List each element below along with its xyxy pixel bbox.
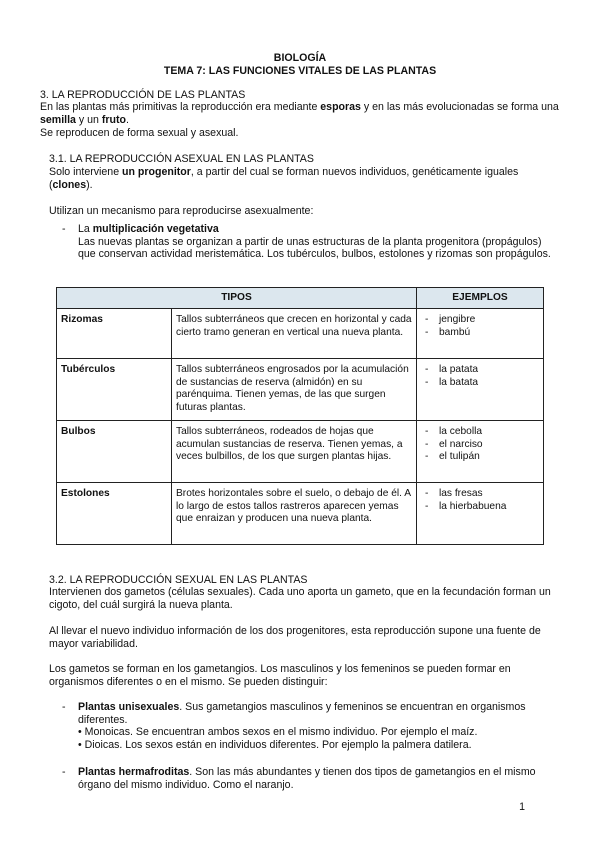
table-header-row [57,288,544,309]
example-item: - el narciso [421,439,539,451]
row-examples [417,421,544,483]
row-name: Tubérculos [57,359,172,421]
bullet-dash: - [62,701,66,713]
section-3-paragraph-2: Se reproducen de forma sexual y asexual. [40,127,239,139]
table-row [57,309,544,359]
section-3-1-paragraph-2: Utilizan un mecanismo para reproducirse asexualmente: [49,205,314,217]
row-name: Bulbos [57,421,172,483]
subject-heading: BIOLOGÍA [273,52,327,64]
row-description: Tallos subterráneos, rodeados de hojas que acumulan sustancias de reserva. Tienen yemas, a veces bulbillos, de los que surgen plantas hijas. [172,421,417,483]
bullet-unisexual: Plantas unisexuales. Sus gametangios masculinos y femeninos se encuentran en organismos diferentes. • Monoicas. Se encuentran ambos sexos en el mismo individuo. Por ejemplo el maíz. • Dioicas. Los sexos están en individuos diferentes. Por ejemplo la palmera datilera. [78,701,560,751]
bullet-vegetative-text: Las nuevas plantas se organizan a partir de unas estructuras de la planta progenitora (propágulos) que conservan actividad meristemática. Los tubérculos, bulbos, estolones y rizomas son propágulos. [78,235,551,260]
page-number: 1 [519,801,525,813]
section-3-2-paragraph-1: Intervienen dos gametos (células sexuales). Cada uno aporta un gameto, que en la fecundación forman un cigoto, del cuál surgirá la nueva planta. [49,586,551,611]
bullet-hermaphrodite: Plantas hermafroditas. Son las más abundantes y tienen dos tipos de gametangios en el mismo órgano del mismo individuo. Como el naranjo. [78,766,536,791]
header-ejemplos: EJEMPLOS [417,288,544,309]
example-item: - la cebolla [421,426,539,438]
section-3-2-paragraph-3: Los gametos se forman en los gametangios. Los masculinos y los femeninos se pueden formar en organismos diferentes o en el mismo. Se pueden distinguir: [49,663,511,688]
row-description: Tallos subterráneos que crecen en horizontal y cada cierto tramo generan en vertical una nueva planta. [172,309,417,359]
example-item: - la patata [421,364,539,376]
section-3-1-paragraph: Solo interviene un progenitor, a partir del cual se forman nuevos individuos, genéticamente iguales (clones). [49,166,519,191]
table-row [57,421,544,483]
example-item: - la batata [421,377,539,389]
row-examples [417,359,544,421]
topic-heading: TEMA 7: LAS FUNCIONES VITALES DE LAS PLANTAS [163,65,437,77]
propagules-table [56,287,544,545]
section-3-2-paragraph-2: Al llevar el nuevo individuo información de los dos progenitores, esta reproducción supone una fuente de mayor variabilidad. [49,625,541,650]
table-row [57,359,544,421]
example-item: - jengibre [421,314,539,326]
example-item: - la hierbabuena [421,501,539,513]
bullet-vegetative: La multiplicación vegetativa Las nuevas plantas se organizan a partir de unas estructuras de la planta progenitora (propágulos) que conservan actividad meristemática. Los tubérculos, bulbos, estolones y rizomas son propágulos. [78,223,560,261]
monoicas-line: • Monoicas. Se encuentran ambos sexos en el mismo individuo. Por ejemplo el maíz. [78,726,478,738]
bullet-dash: - [62,223,66,235]
row-name: Estolones [57,483,172,545]
section-3-paragraph: En las plantas más primitivas la reproducción era mediante esporas y en las más evolucionadas se forma una semilla y un fruto. [40,101,559,126]
row-name: Rizomas [57,309,172,359]
row-description: Tallos subterráneos engrosados por la acumulación de sustancias de reserva (almidón) en su parénquima. Tienen yemas, de las que surgen futuras plantas. [172,359,417,421]
dioicas-line: • Dioicas. Los sexos están en individuos diferentes. Por ejemplo la palmera datilera. [78,738,472,751]
example-item: - bambú [421,327,539,339]
table-row [57,483,544,545]
header-tipos: TIPOS [57,288,417,309]
example-item: - las fresas [421,488,539,500]
section-3-title: 3. LA REPRODUCCIÓN DE LAS PLANTAS [40,89,246,101]
section-3-2-title: 3.2. LA REPRODUCCIÓN SEXUAL EN LAS PLANTAS [49,574,308,586]
row-examples [417,309,544,359]
section-3-1-title: 3.1. LA REPRODUCCIÓN ASEXUAL EN LAS PLANTAS [49,153,314,165]
row-examples [417,483,544,545]
row-description: Brotes horizontales sobre el suelo, o debajo de él. A lo largo de estos tallos rastreros aparecen yemas que enraizan y producen una nueva planta. [172,483,417,545]
bullet-dash: - [62,766,66,778]
example-item: - el tulipán [421,451,539,463]
